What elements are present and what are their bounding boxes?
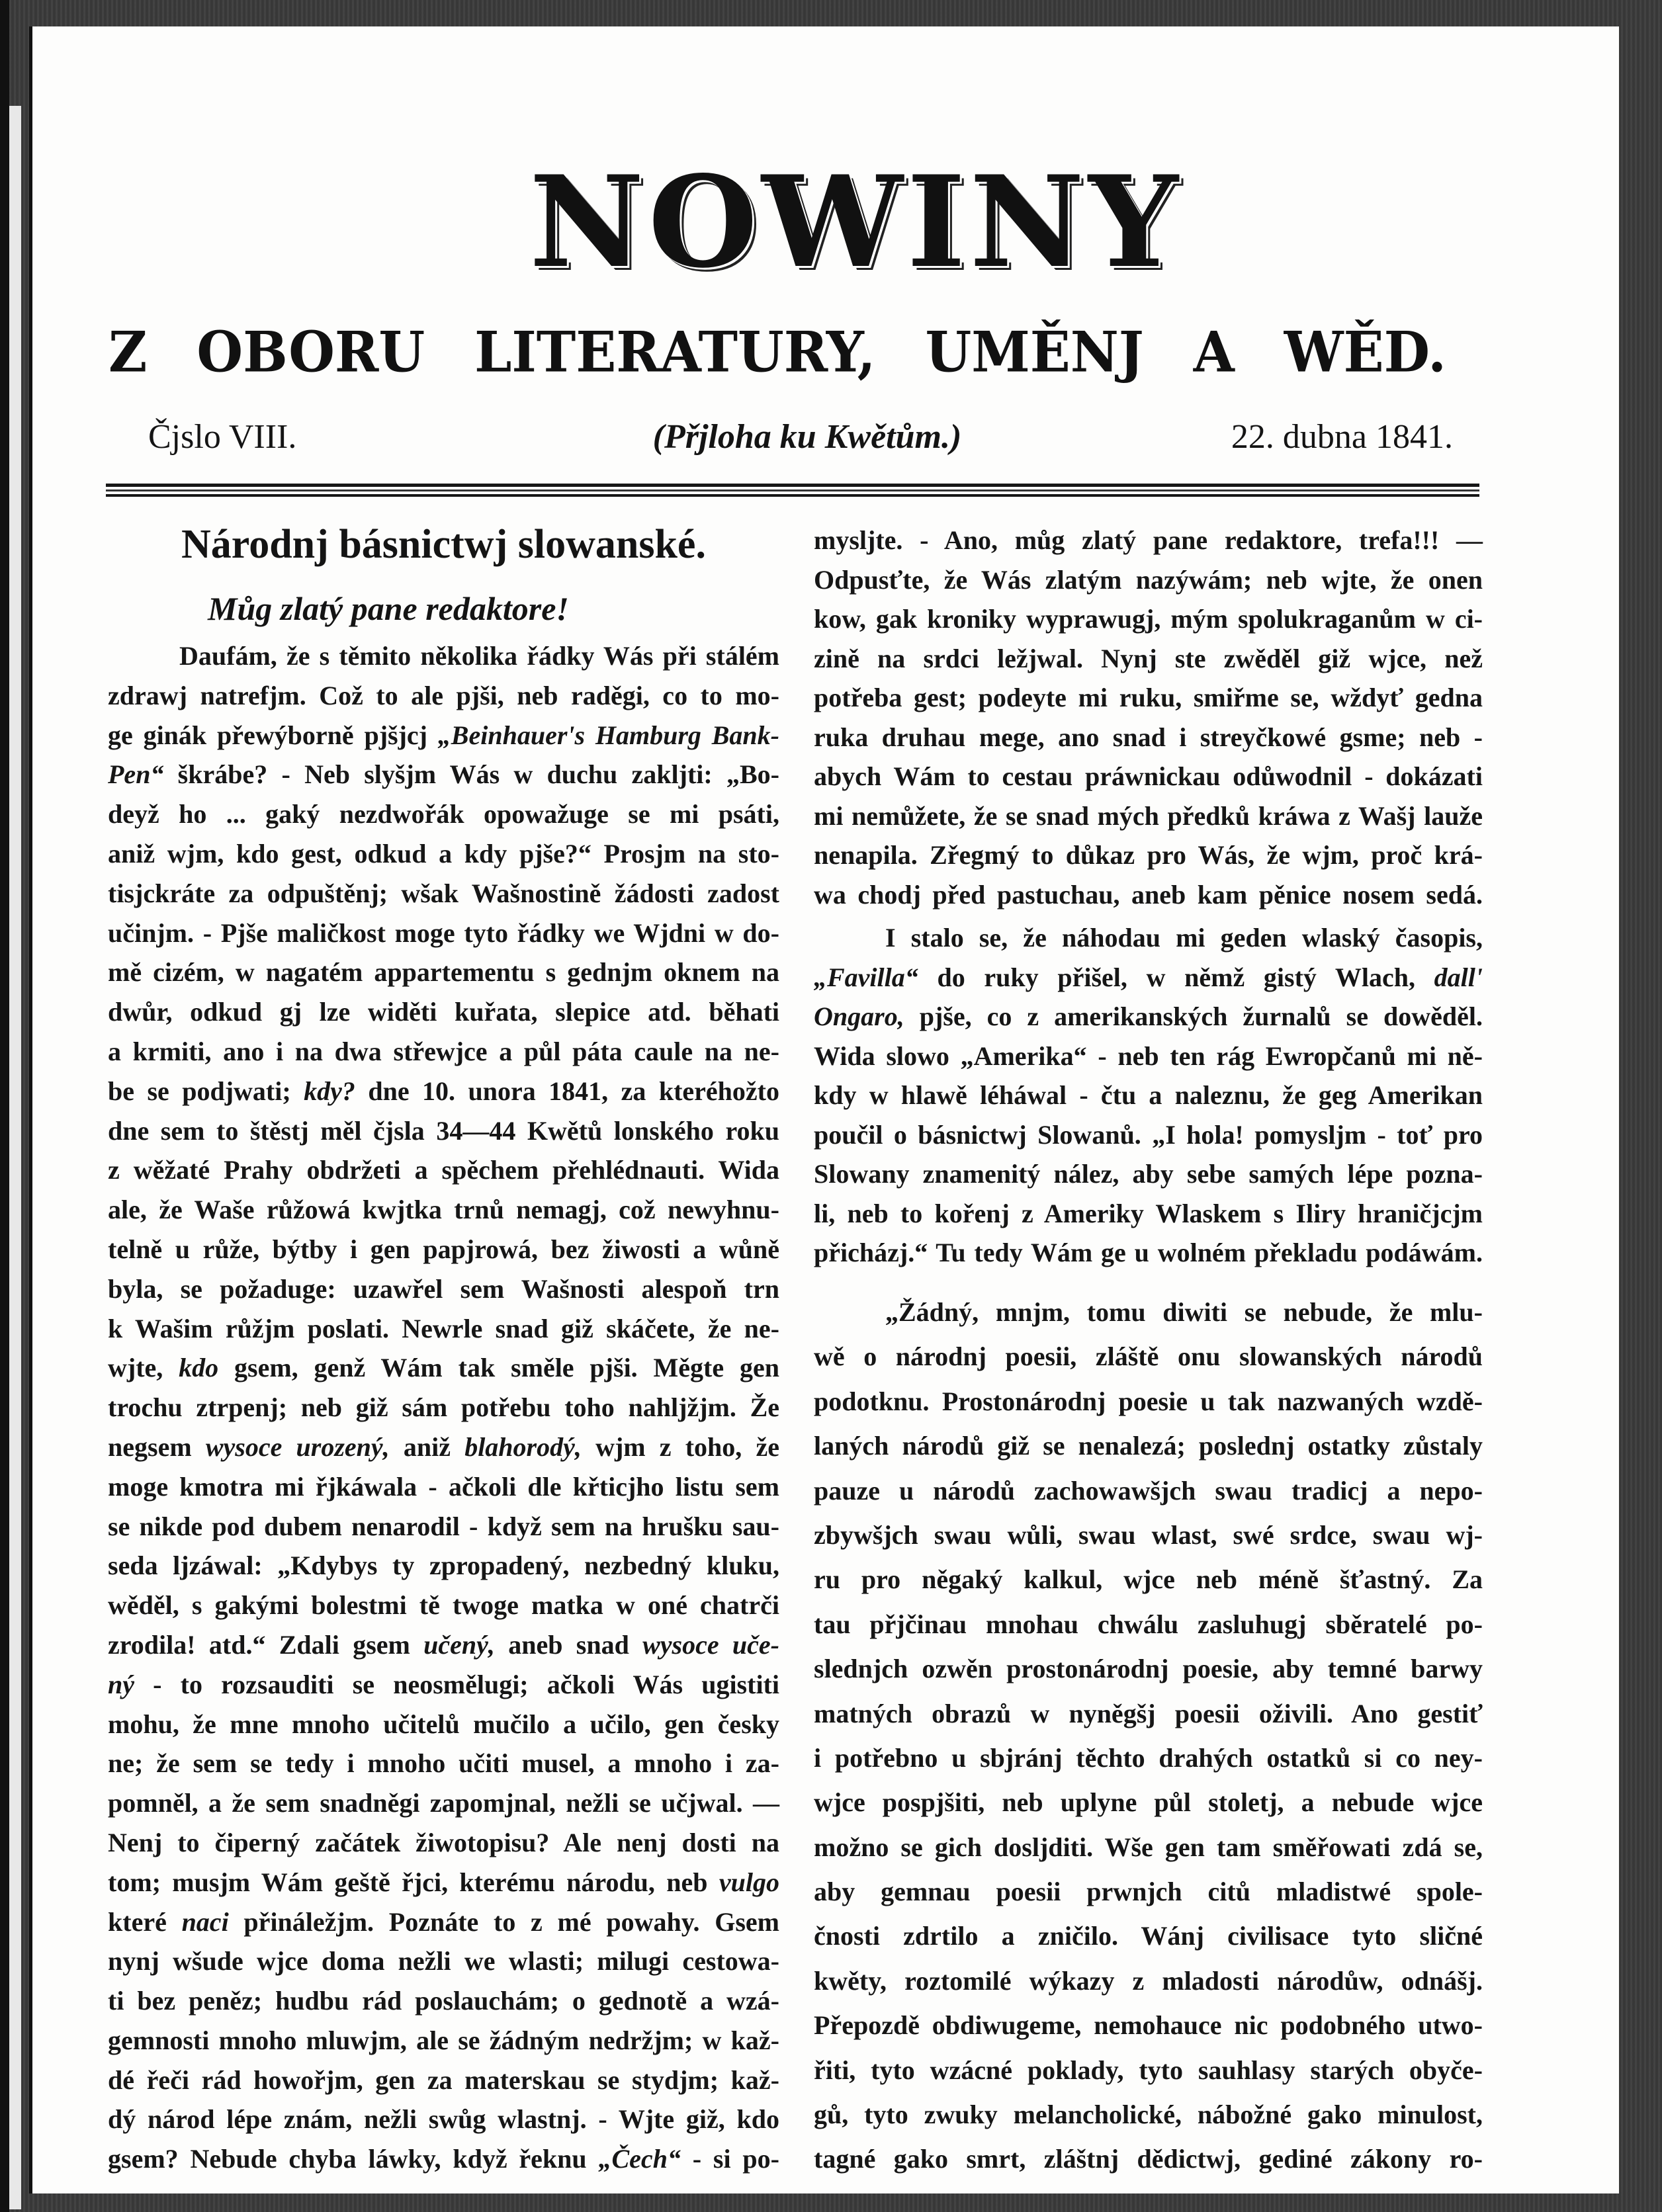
text-line: ruka druhau mege, ano snad i streyčkowé gsme; neb - <box>814 722 1483 752</box>
text-line: a krmiti, ano i na dwa střewjce a půl páta caule na ne- <box>108 1036 779 1066</box>
text-line: ti bez peněz; hudbu rád poslauchám; o gednotě a wzá- <box>108 1986 779 2016</box>
text-line: se nikde pod dubem nenarodil - když sem na hrušku sau- <box>108 1511 779 1541</box>
text-line: mi nemůžete, že se snad mých předků kráwa z Wašj lauže <box>814 800 1483 831</box>
text-line: Daufám, že s těmito několika řádky Wás při stálém <box>179 641 779 671</box>
text-line: přicházj.“ Tu tedy Wám ge u wolném překladu podáwám. <box>814 1238 1483 1267</box>
text-line <box>814 997 1483 1037</box>
text-line: tau přjčinau mnohau chwálu zasluhugj sběratelé po- <box>814 1609 1483 1639</box>
text-segment: dne 10. unora 1841, za kteréhožto <box>355 1076 779 1106</box>
text-line <box>108 1665 779 1705</box>
text-line: ale, že Waše růžowá kwjtka trnů nemagj, což newyhnu- <box>108 1195 779 1225</box>
text-line <box>108 1072 779 1111</box>
text-line: matných obrazů w nyněgšj poesii oživili. Ano gestiť <box>814 1698 1483 1728</box>
right-column-paragraph-2 <box>814 918 1483 1273</box>
text-segment: wjm z toho, že <box>581 1431 780 1462</box>
text-line: mě cizém, w nagatém appartementu s gednjm oknem na <box>108 957 779 988</box>
text-segment: škrábe? - Neb slyšjm Wás w duchu zakljti: „Bo- <box>163 759 779 790</box>
text-line <box>108 2139 779 2179</box>
text-line: potřeba gest; podeyte mi ruku, smiřme se, wždyť gedna <box>814 683 1483 712</box>
text-segment: wjte, <box>108 1353 179 1383</box>
text-line: učinjm. - Pjše maličkost moge tyto řádky we Wjdni w do- <box>108 917 779 948</box>
text-line: mysljte. - Ano, můg zlatý pane redaktore, trefa!!! — <box>814 525 1483 555</box>
text-line: Slowany znamenitý nález, aby sebe samých lépe pozna- <box>814 1159 1483 1189</box>
masthead-subtitle: Z OBORU LITERATURY, UMĚNJ A WĚD. <box>109 319 1446 385</box>
italic-segment: Pen“ <box>108 759 164 790</box>
text-line: Nenj to čiperný začátek žiwotopisu? Ale nenj dosti na <box>108 1827 779 1857</box>
text-line: wěděl, s gakými bolestmi tě twoge matka w oné chatrči <box>108 1590 779 1621</box>
text-segment: - to rozsauditi se neosmělugi; ačkoli Wás ugistiti <box>134 1669 779 1699</box>
text-line: i potřebno u sbjránj těchto drahých ostatků si co ney- <box>814 1742 1483 1773</box>
text-line: wě o národnj poesii, zláště onu slowanských národů <box>814 1341 1483 1372</box>
scan-border-left <box>0 0 9 2212</box>
text-segment: pjše, co z amerikanských žurnalů se dowěděl. <box>904 1001 1483 1031</box>
text-segment: negsem <box>108 1431 206 1462</box>
italic-segment: kdo <box>179 1353 219 1383</box>
text-line: pauze u národů zachowawšjch swau tradicj a nepo- <box>814 1475 1483 1506</box>
text-line: Přepozdě obdiwugeme, nemohauce nic podobného utwo- <box>814 2010 1483 2041</box>
supplement-note: (Přjloha ku Kwětům.) <box>652 418 962 456</box>
text-segment: ge ginák přewýborně pjšjcj <box>108 720 438 750</box>
right-column-paragraph-3 <box>814 1290 1483 2182</box>
text-line: trochu ztrpenj; neb giž sám potřebu toho nahljžjm. Že <box>108 1392 779 1423</box>
text-segment: které <box>108 1906 182 1937</box>
italic-segment: wysoce uče- <box>642 1629 779 1660</box>
text-line: wjce pospjšiti, neb uplyne půl stoletj, a nebude wjce <box>814 1787 1483 1818</box>
text-line: tisjckráte za odpuštěnj; wšak Wašnostině žádosti zadost <box>108 878 779 908</box>
text-line <box>814 958 1483 998</box>
text-line: I stalo se, že náhodau mi geden wlaský časopis, <box>885 923 1483 953</box>
text-line: aby gemnau poesii prwnjch citů mladistwé spole- <box>814 1877 1483 1907</box>
text-segment: aneb snad <box>494 1629 643 1660</box>
text-line: poučil o básnictwj Slowanů. „I hola! pomysljm - toť pro <box>814 1119 1483 1150</box>
text-line: gemnosti mnoho mluwjm, ale se žádným nedržjm; w kaž- <box>108 2025 779 2055</box>
text-line: li, neb to kořenj z Ameriky Wlaskem s Iliry hraničjcjm <box>814 1198 1483 1228</box>
italic-segment: „Čech“ <box>598 2144 681 2174</box>
text-line <box>108 1625 779 1665</box>
masthead-title: NOWINY <box>529 148 1182 296</box>
article-salutation: Můg zlatý pane redaktore! <box>208 590 569 627</box>
left-column <box>108 636 779 2179</box>
text-line: nynj wšude wjce doma nežli we wlasti; milugi cestowa- <box>108 1946 779 1977</box>
text-segment: gsem, genž Wám tak směle pjši. Měgte gen <box>218 1353 779 1383</box>
text-line: dwůr, odkud gj lze widěti kuřata, slepice atd. běhati <box>108 997 779 1027</box>
text-line: tagné gako smrt, zláštnj dědictwj, gediné zákony ro- <box>814 2144 1483 2174</box>
text-line: seda ljzáwal: „Kdybys ty zpropadený, nezbedný kluku, <box>108 1551 779 1581</box>
issue-date: 22. dubna 1841. <box>1231 418 1453 456</box>
text-line: pomněl, a že sem snadněgi zapomjnal, nežli se učjwal. — <box>108 1788 779 1818</box>
text-line: dne sem to štěstj měl čjsla 34—44 Kwětů lonského roku <box>108 1115 779 1146</box>
text-segment: gsem? Nebude chyba láwky, když řeknu <box>108 2144 599 2174</box>
italic-segment: dall' <box>1434 962 1483 992</box>
italic-segment: učený, <box>423 1629 495 1660</box>
text-line: kow, gak kroniky wyprawugj, mým spolukraganům w ci- <box>814 604 1483 634</box>
text-line: z wěžaté Prahy obdržeti a spěchem přehlédnauti. Wida <box>108 1155 779 1185</box>
italic-segment: naci <box>181 1906 229 1937</box>
text-line: kdy w hlawě léháwal - čtu a naleznu, že geg Amerikan <box>814 1080 1483 1110</box>
text-line <box>108 1427 779 1467</box>
text-segment: aniž <box>389 1431 465 1462</box>
text-line <box>108 1863 779 1902</box>
text-line: kwěty, roztomilé wýkazy z mladosti národůw, odnášj. <box>814 1965 1483 1996</box>
text-line: ru pro něgaký kalkul, wjce neb méně šťastný. Za <box>814 1564 1483 1595</box>
text-line: abych Wám to cestau práwnickau odůwodnil - dokázati <box>814 761 1483 791</box>
text-line <box>108 1348 779 1388</box>
text-line: dý národ lépe znám, nežli swůg wlastnj. - Wjte giž, kdo <box>108 2104 779 2135</box>
italic-segment: vulgo <box>719 1867 779 1897</box>
text-line: wa chodj před pastuchau, aneb kam pěnice nosem sedá. <box>814 879 1483 910</box>
text-line: zdrawj natrefjm. Což to ale pjši, neb raděgi, co to mo- <box>108 680 779 710</box>
italic-segment: Ongaro, <box>814 1001 904 1031</box>
text-line: slednjch ozwěn prostonárodnj poesie, aby temné barwy <box>814 1654 1483 1684</box>
scan-border-strip <box>9 106 21 2209</box>
italic-segment: blahorodý, <box>464 1431 582 1462</box>
text-line: dé řeči rád howořjm, gen za materskau se stydjm; kaž- <box>108 2064 779 2095</box>
text-segment: do ruky přišel, w němž gistý Wlach, <box>918 962 1434 992</box>
text-segment: - si po- <box>680 2144 779 2174</box>
italic-segment: „Beinhauer's Hamburg Bank- <box>437 720 779 750</box>
text-line <box>108 716 779 755</box>
text-segment: zrodila! atd.“ Zdali gsem <box>108 1629 424 1660</box>
text-line: byla, se požaduge: uzawřel sem Wašnosti alespoň trn <box>108 1273 779 1304</box>
text-line: „Žádný, mnjm, tomu diwiti se nebude, že mlu- <box>885 1297 1483 1327</box>
text-segment: be se podjwati; <box>108 1076 304 1106</box>
italic-segment: wysoce urozený, <box>205 1431 390 1462</box>
text-line: laných národů giž se nenalezá; poslednj ostatky zůstaly <box>814 1431 1483 1461</box>
text-line: aniž wjm, kdo gest, odkud a kdy pjše?“ Prosjm na sto- <box>108 838 779 869</box>
italic-segment: „Favilla“ <box>814 962 918 992</box>
text-line: podotknu. Prostonárodnj poesie u tak nazwaných wzdě- <box>814 1386 1483 1416</box>
text-line: deyž ho ... gaký nezdwořák opowažuge se mi psáti, <box>108 799 779 830</box>
italic-segment: ný <box>108 1669 134 1699</box>
italic-segment: kdy? <box>304 1076 355 1106</box>
text-line: moge kmotra mi řjkáwala - ačkoli dle křticjho listu sem <box>108 1471 779 1502</box>
text-line: řiti, tyto wzácné poklady, tyto sauhlasy starých obyče- <box>814 2055 1483 2085</box>
issue-number: Čjslo VIII. <box>148 418 297 456</box>
text-line: zině na srdci ležjwal. Nynj ste zwěděl giž wjce, než <box>814 643 1483 673</box>
masthead-rule <box>106 484 1479 497</box>
text-line: Odpusťte, že Wás zlatým nazýwám; neb wjte, že onen <box>814 564 1483 595</box>
text-line <box>108 1902 779 1942</box>
text-line: mohu, že mne mnoho učitelů mučilo a učilo, gen česky <box>108 1709 779 1739</box>
text-line: Wida slowo „Amerika“ - neb ten rág Ewropčanů mi ně- <box>814 1041 1483 1071</box>
text-segment: přináležjm. Poznáte to z mé powahy. Gsem <box>228 1906 780 1937</box>
text-line: ne; že sem se tedy i mnoho učiti musel, a mnoho i za- <box>108 1748 779 1779</box>
text-line <box>108 755 779 794</box>
text-line: možno se gich dosljditi. Wše gen tam směřowati zdá se, <box>814 1832 1483 1862</box>
article-heading: Národnj básnictwj slowanské. <box>181 522 706 567</box>
text-line: telně u růže, býtby i gen papjrowá, bez žiwosti a wůně <box>108 1234 779 1264</box>
text-line: nenapila. Zřegmý to důkaz pro Wás, že wjm, proč krá- <box>814 840 1483 870</box>
text-line: čnosti zdrtilo a zničilo. Wánj civilisace tyto sličné <box>814 1921 1483 1951</box>
text-segment: tom; musjm Wám geště řjci, kterému národu, neb <box>108 1867 719 1897</box>
text-line: zbywšjch swau wůli, swau wlast, swé srdce, swau wj- <box>814 1519 1483 1550</box>
text-line: gů, tyto zwuky melancholické, nábožné gako minulost, <box>814 2100 1483 2130</box>
right-column-paragraph-1 <box>814 521 1483 914</box>
text-line: k Wašim růžjm poslati. Newrle snad giž skáčete, že ne- <box>108 1313 779 1343</box>
